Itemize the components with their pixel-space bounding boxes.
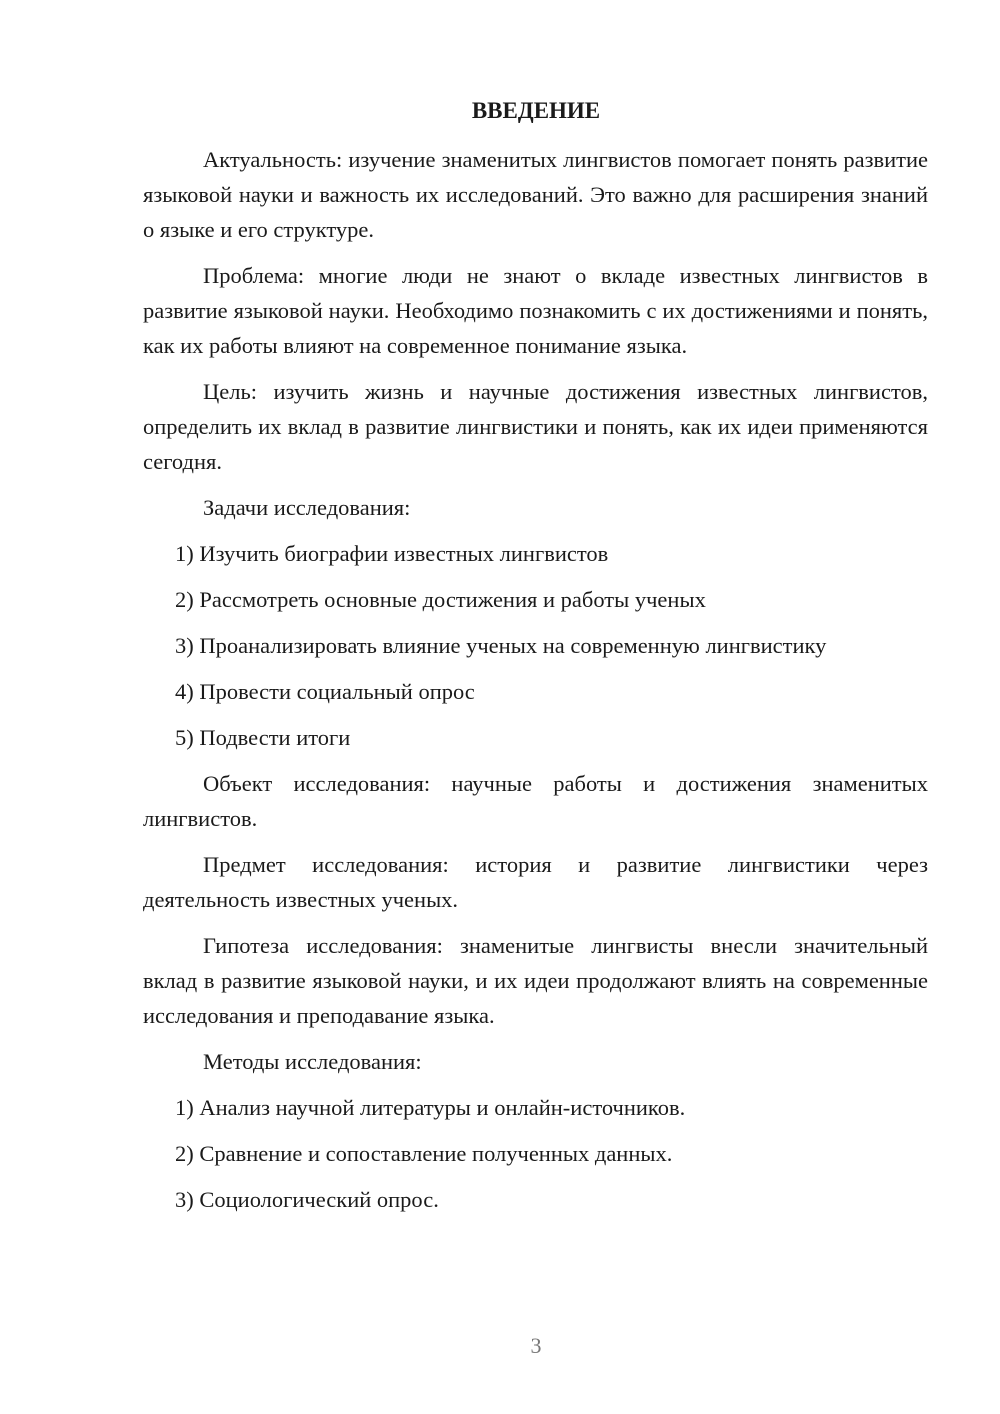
list-item: 4) Провести социальный опрос — [175, 679, 475, 704]
object-paragraph: Объект исследования: научные работы и достижения знаменитых лингвистов. — [143, 771, 928, 831]
methods-list — [143, 1090, 928, 1217]
list-item: 3) Проанализировать влияние ученых на современную лингвистику — [175, 633, 827, 658]
relevance-paragraph: Актуальность: изучение знаменитых лингвистов помогает понять развитие языковой науки и важность их исследований. Это важно для расширения знаний о языке и его структуре. — [143, 147, 928, 242]
list-item: 2) Рассмотреть основные достижения и работы ученых — [175, 587, 706, 612]
problem-paragraph: Проблема: многие люди не знают о вкладе известных лингвистов в развитие языковой науки. Необходимо познакомить с их достижениями и понять, как их работы влияют на современное понимание языка. — [143, 263, 928, 358]
goal-paragraph: Цель: изучить жизнь и научные достижения известных лингвистов, определить их вклад в развитие лингвистики и понять, как их идеи применяются сегодня. — [143, 379, 928, 474]
page-number: 3 — [530, 1333, 542, 1358]
page-title: ВВЕДЕНИЕ — [471, 98, 601, 123]
document-body — [143, 142, 928, 1228]
list-item: 5) Подвести итоги — [175, 725, 351, 750]
list-item: 2) Сравнение и сопоставление полученных данных. — [175, 1141, 673, 1166]
list-item: 1) Анализ научной литературы и онлайн-источников. — [175, 1095, 686, 1120]
list-item: 3) Социологический опрос. — [175, 1187, 439, 1212]
methods-heading: Методы исследования: — [203, 1049, 422, 1074]
list-item: 1) Изучить биографии известных лингвистов — [175, 541, 609, 566]
tasks-heading: Задачи исследования: — [203, 495, 411, 520]
subject-paragraph: Предмет исследования: история и развитие лингвистики через деятельность известных ученых. — [143, 852, 928, 912]
tasks-list — [143, 536, 928, 755]
hypothesis-paragraph: Гипотеза исследования: знаменитые лингвисты внесли значительный вклад в развитие языковой науки, и их идеи продолжают влиять на современные исследования и преподавание языка. — [143, 933, 928, 1028]
